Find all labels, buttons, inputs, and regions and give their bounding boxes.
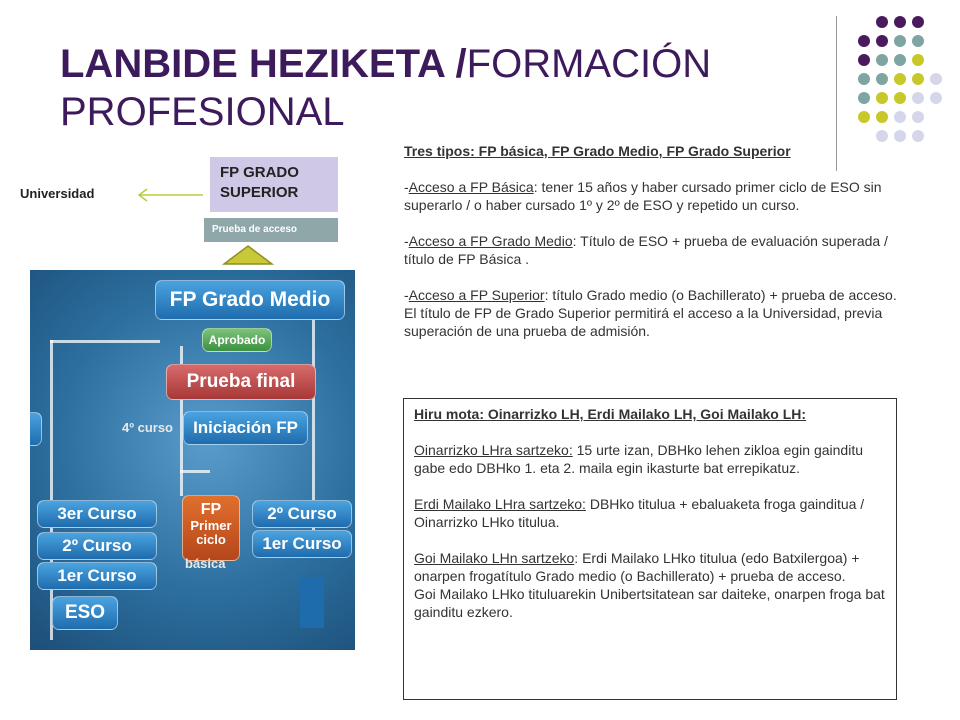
aprobado-tile: Aprobado [202, 328, 272, 352]
decor-dot [894, 16, 906, 28]
acceso-basica-text: : tener 15 años y haber cursado primer ciclo de ESO sin superarlo / o haber cursado 1º y 2º de ESO y repetido un curso. [404, 179, 882, 213]
decor-dot [894, 92, 906, 104]
connector [50, 340, 160, 343]
goi-text: : Erdi Mailako LHko titulua (edo Batxilergoa) + onarpen frogatítulo Grado medio (o Bachillerato) + prueba de acceso. [414, 550, 860, 584]
basque-text-box [403, 398, 897, 700]
page-title [60, 40, 780, 136]
decor-dot [858, 111, 870, 123]
decor-dot [876, 92, 888, 104]
universidad-label: Universidad [20, 186, 95, 201]
arrow-left-icon [135, 188, 205, 202]
cuarto-curso-label: 4º curso [122, 420, 173, 435]
connector [312, 310, 315, 530]
eso-tile: ESO [52, 596, 118, 630]
basque-heading: Hiru mota: Oinarrizko LH, Erdi Mailako LH, Goi Mailako LH: [414, 406, 807, 422]
decor-dot [894, 111, 906, 123]
connector [50, 340, 53, 640]
primer-curso-right-tile: 1er Curso [252, 530, 352, 558]
erdi-label: Erdi Mailako LHra sartzeko: [414, 496, 586, 512]
decor-dot [930, 73, 942, 85]
decor-dot [894, 130, 906, 142]
acceso-superior-text: : título Grado medio (o Bachillerato) + prueba de acceso. [544, 287, 897, 303]
primer-curso-left-tile: 1er Curso [37, 562, 157, 590]
goi-label: Goi Mailako LHn sartzeko [414, 550, 575, 566]
acceso-superior-label: Acceso a FP Superior [408, 287, 545, 303]
spanish-heading: Tres tipos: FP básica, FP Grado Medio, FP Grado Superior [404, 143, 791, 159]
decor-dot [912, 73, 924, 85]
prueba-final-tile: Prueba final [166, 364, 316, 400]
goi-final-text: Goi Mailako LHko tituluarekin Unibertsitatean sar daiteke, onarpen froga bat gainditu ezkero. [414, 586, 885, 620]
acceso-basica-label: Acceso a FP Básica [408, 179, 534, 195]
fp-grado-superior-box: FP GRADO SUPERIOR [210, 157, 338, 212]
erdi-text: DBHko titulua + ebaluaketa froga gainditua / Oinarrizko LHko titulua. [414, 496, 865, 530]
decor-dot [876, 111, 888, 123]
fp-grado-medio-tile: FP Grado Medio [155, 280, 345, 320]
acceso-medio-label: Acceso a FP Grado Medio [408, 233, 573, 249]
decor-dot [858, 35, 870, 47]
prueba-acceso-box: Prueba de acceso [204, 218, 338, 242]
decor-dot [912, 130, 924, 142]
decor-dot [876, 16, 888, 28]
tercer-curso-tile: 3er Curso [37, 500, 157, 528]
title-bold: LANBIDE HEZIKETA / [60, 42, 467, 86]
decor-dot [894, 54, 906, 66]
connector [180, 470, 210, 473]
education-diagram [30, 270, 355, 650]
oinarrizko-label: Oinarrizko LHra sartzeko: [414, 442, 573, 458]
decor-dot [858, 92, 870, 104]
segundo-curso-right-tile: 2º Curso [252, 500, 352, 528]
left-edge-tile [30, 412, 42, 446]
primer-label: Primer [190, 518, 232, 533]
title-regular: FORMACIÓN PROFESIONAL [60, 42, 712, 134]
decor-dot [858, 73, 870, 85]
diagram-edge-block [300, 578, 324, 628]
fp-primer-ciclo-tile [182, 495, 240, 561]
decor-dot [912, 92, 924, 104]
decor-dot [858, 54, 870, 66]
spanish-text-block: Tres tipos: FP básica, FP Grado Medio, FP Grado Superior -Acceso a FP Básica: tener 15 años y haber cursado primer ciclo de ESO sin superarlo / o haber cursado 1º y 2º de ESO y repetido un curso. -Acceso a FP Grado Medio: Título de ESO + prueba de evaluación superada / título de FP Básica . -Acceso a FP Superior: título Grado medio (o Bachillerato) + prueba de acceso. El título de FP de Grado Superior permitirá el acceso a la Universidad, previa superación de una prueba de admisión. [404, 142, 912, 340]
decor-dot [894, 73, 906, 85]
oinarrizko-text: 15 urte izan, DBHko lehen zikloa egin gainditu gabe edo DBHko 1. eta 2. maila egin ikasturte bat errepikatuz. [414, 442, 864, 476]
decor-dot [876, 130, 888, 142]
universidad-text: El título de FP de Grado Superior permitirá el acceso a la Universidad, previa superación de una prueba de admisión. [404, 305, 883, 339]
segundo-curso-left-tile: 2º Curso [37, 532, 157, 560]
decor-dot [876, 35, 888, 47]
decor-dot [912, 111, 924, 123]
decor-dot [912, 35, 924, 47]
iniciacion-fp-tile: Iniciación FP [183, 411, 308, 445]
fp-label: FP [200, 501, 222, 518]
decor-dot [876, 54, 888, 66]
basica-label: básica [185, 556, 226, 571]
acceso-medio-text: : Título de ESO + prueba de evaluación superada / título de FP Básica . [404, 233, 888, 267]
decor-dot [912, 54, 924, 66]
decor-dot [876, 73, 888, 85]
ciclo-label: ciclo [196, 532, 226, 547]
arrow-up-icon [222, 244, 274, 268]
decor-dot [912, 16, 924, 28]
decor-dot [894, 35, 906, 47]
decor-dot [930, 92, 942, 104]
